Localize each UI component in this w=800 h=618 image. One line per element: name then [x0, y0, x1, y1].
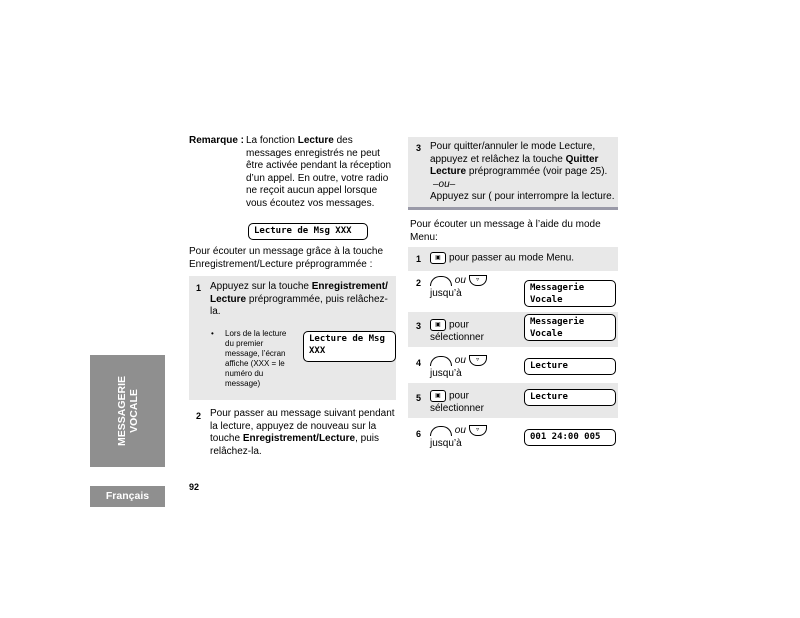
up-arrow-icon	[430, 276, 452, 286]
step3-divider	[408, 207, 618, 210]
menu-step-5-number: 5	[416, 393, 422, 403]
step2-number: 2	[196, 411, 202, 421]
menu-step-5-display: Lecture	[524, 389, 616, 406]
up-arrow-icon	[430, 356, 452, 366]
menu-step-1-number: 1	[416, 254, 422, 264]
language-tab: Français	[90, 486, 165, 507]
section-side-tab-label: MESSAGERIE VOCALE	[115, 375, 140, 447]
remark-display: Lecture de Msg XXX	[248, 223, 368, 240]
menu-step-1-text: ▣ pour passer au mode Menu.	[430, 252, 574, 265]
left-intro: Pour écouter un message grâce à la touche Enregistrement/Lecture préprogrammée :	[189, 246, 384, 270]
menu-step-2-text: ou ▿ jusqu’à	[430, 275, 487, 300]
menu-step-6-text: ou ▿ jusqu’à	[430, 425, 487, 450]
down-arrow-icon: ▿	[469, 425, 487, 436]
menu-step-5-text: ▣ pour sélectionner	[430, 390, 484, 415]
section-side-tab	[90, 355, 165, 467]
down-arrow-icon: ▿	[469, 355, 487, 366]
up-arrow-icon	[430, 426, 452, 436]
menu-step-6-number: 6	[416, 429, 422, 439]
remark-label: Remarque :	[189, 135, 245, 146]
menu-step-4-display: Lecture	[524, 358, 616, 375]
bullet-marker: •	[211, 329, 214, 338]
menu-step-2-display: Messagerie Vocale	[524, 280, 616, 307]
menu-step-6-display: 001 24:00 005	[524, 429, 616, 446]
step3-text: Pour quitter/annuler le mode Lecture, appuyez et relâchez la touche Quitter Lecture préprogrammée (voir page 25). –ou– Appuyez sur ( pour interrompre la lecture.	[430, 141, 615, 202]
menu-step-2-number: 2	[416, 278, 422, 288]
bullet-display: Lecture de Msg XXX	[303, 331, 396, 362]
menu-step-3-number: 3	[416, 321, 422, 331]
menu-step-4-text: ou ▿ jusqu’à	[430, 355, 487, 380]
menu-key-icon: ▣	[430, 252, 446, 264]
menu-step-3-display: Messagerie Vocale	[524, 314, 616, 341]
step2-text: Pour passer au message suivant pendant la lecture, appuyez de nouveau sur la touche Enregistrement/Lecture, puis relâchez-la.	[210, 408, 395, 457]
bullet-text: Lors de la lecture du premier message, l’écran affiche (XXX = le numéro du message)	[225, 329, 287, 388]
down-arrow-icon: ▿	[469, 275, 487, 286]
page-number: 92	[189, 482, 200, 492]
menu-step-3-text: ▣ pour sélectionner	[430, 319, 484, 344]
remark-text: La fonction Lecture des messages enregistrés ne peut être activée pendant la réception d’un appel. En outre, votre radio ne reçoit aucun appel lorsque vous écoutez vos messages.	[246, 135, 392, 209]
select-key-icon: ▣	[430, 319, 446, 331]
step1-text: Appuyez sur la touche Enregistrement/ Lecture préprogrammée, puis relâchez-la.	[210, 281, 388, 317]
step3-number: 3	[416, 143, 422, 153]
menu-intro: Pour écouter un message à l’aide du mode Menu:	[410, 219, 601, 243]
menu-step-4-number: 4	[416, 358, 422, 368]
select-key-icon: ▣	[430, 390, 446, 402]
step1-number: 1	[196, 283, 202, 293]
